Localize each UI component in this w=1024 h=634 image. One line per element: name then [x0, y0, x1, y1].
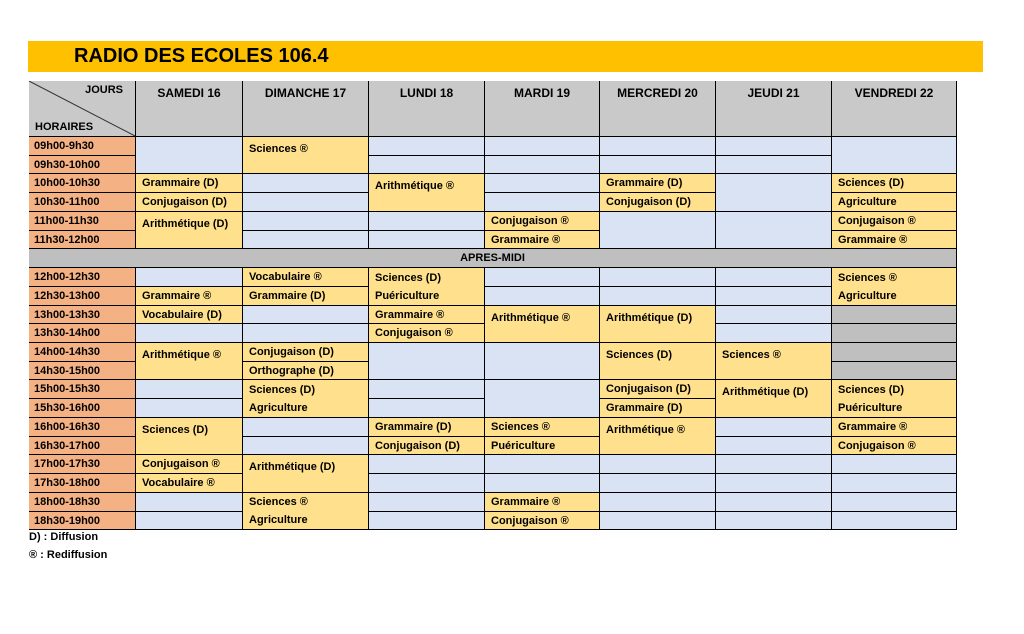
program-cell: [136, 212, 243, 249]
program-label: Sciences (D): [142, 424, 209, 436]
empty-cell: [600, 268, 716, 287]
program-cell: [243, 268, 369, 287]
program-lines: [606, 421, 685, 439]
program-lines: [491, 512, 569, 530]
empty-cell: [716, 287, 832, 306]
program-lines: [491, 437, 555, 455]
program-lines: [838, 231, 907, 249]
empty-cell: [485, 287, 600, 306]
time-slot: 12h00-12h30: [29, 268, 136, 287]
empty-cell: [369, 455, 485, 474]
empty-cell: [136, 137, 243, 174]
empty-cell: [369, 493, 485, 512]
empty-cell: [832, 455, 957, 474]
program-lines: [142, 346, 221, 364]
program-label: Puériculture: [491, 439, 556, 452]
program-label: Agriculture: [249, 514, 308, 526]
program-label: Conjugaison (D): [142, 196, 227, 208]
program-label: Grammaire (D): [606, 177, 683, 189]
program-label: Conjugaison (D): [606, 196, 691, 208]
program-lines: [375, 269, 441, 305]
time-slot: 14h00-14h30: [29, 343, 136, 362]
unavailable-cell: [832, 343, 957, 362]
program-cell: [136, 455, 243, 474]
empty-cell: [716, 324, 832, 343]
program-cell: [600, 174, 716, 193]
program-lines: [606, 380, 691, 398]
program-label: Sciences ®: [838, 271, 897, 284]
day-header: MARDI 19: [485, 81, 600, 137]
program-lines: [249, 381, 315, 417]
empty-cell: [243, 193, 369, 212]
program-cell: [485, 437, 600, 455]
program-cell: [369, 418, 485, 437]
program-cell: [243, 362, 369, 380]
empty-cell: [600, 212, 716, 249]
program-cell: [243, 137, 369, 174]
program-label: Orthographe (D): [249, 364, 334, 377]
empty-cell: [369, 343, 485, 380]
empty-cell: [716, 156, 832, 174]
program-cell: [832, 418, 957, 437]
time-slot: 16h00-16h30: [29, 418, 136, 437]
program-cell: [485, 493, 600, 512]
program-label: Arithmétique ®: [491, 312, 570, 324]
program-label: Grammaire ®: [491, 496, 561, 508]
program-label: Grammaire ®: [838, 421, 908, 433]
unavailable-cell: [832, 324, 957, 343]
empty-cell: [136, 268, 243, 287]
empty-cell: [485, 455, 600, 474]
program-label: Vocabulaire ®: [249, 271, 322, 283]
program-cell: [485, 306, 600, 343]
empty-cell: [716, 437, 832, 455]
program-label: Arithmétique ®: [375, 180, 454, 192]
empty-cell: [369, 212, 485, 231]
program-cell: [136, 287, 243, 306]
corner-horaires-label: HORAIRES: [35, 121, 94, 133]
program-label: Sciences (D): [606, 349, 673, 361]
program-lines: [838, 212, 916, 230]
program-label: Conjugaison (D): [606, 383, 691, 395]
program-lines: [249, 287, 325, 305]
time-slot: 13h30-14h00: [29, 324, 136, 343]
empty-cell: [716, 268, 832, 287]
time-slot: 16h30-17h00: [29, 437, 136, 455]
empty-cell: [485, 156, 600, 174]
program-lines: [142, 455, 220, 473]
program-label: Sciences (D): [838, 177, 905, 189]
empty-cell: [369, 156, 485, 174]
empty-cell: [716, 455, 832, 474]
unavailable-cell: [832, 306, 957, 324]
empty-cell: [485, 193, 600, 212]
program-label: Grammaire ®: [491, 233, 561, 246]
time-slot: 09h00-9h30: [29, 137, 136, 156]
time-slot: 18h00-18h30: [29, 493, 136, 512]
empty-cell: [485, 343, 600, 380]
program-label: Grammaire (D): [606, 402, 683, 414]
empty-cell: [600, 287, 716, 306]
program-lines: [249, 362, 334, 380]
empty-cell: [369, 380, 485, 399]
time-slot: 12h30-13h00: [29, 287, 136, 306]
empty-cell: [136, 399, 243, 418]
day-header: JEUDI 21: [716, 81, 832, 137]
empty-cell: [369, 474, 485, 493]
program-cell: [600, 380, 716, 399]
empty-cell: [485, 380, 600, 418]
empty-cell: [485, 174, 600, 193]
time-slot: 10h30-11h00: [29, 193, 136, 212]
program-cell: [832, 437, 957, 455]
program-cell: [716, 380, 832, 418]
time-slot: 10h00-10h30: [29, 174, 136, 193]
empty-cell: [485, 474, 600, 493]
empty-cell: [243, 437, 369, 455]
legend-diffusion: D) : Diffusion: [29, 531, 99, 543]
program-label: Vocabulaire (D): [142, 308, 222, 321]
program-label: Agriculture: [838, 196, 897, 208]
title-banner: [28, 41, 983, 72]
program-lines: [838, 437, 916, 455]
program-label: Sciences (D): [249, 383, 316, 396]
empty-cell: [832, 137, 957, 174]
program-lines: [375, 324, 453, 342]
empty-cell: [716, 212, 832, 249]
program-cell: [369, 324, 485, 343]
day-header: LUNDI 18: [369, 81, 485, 137]
program-cell: [369, 437, 485, 455]
program-cell: [243, 343, 369, 362]
program-label: Conjugaison ®: [491, 514, 569, 527]
program-lines: [249, 493, 308, 529]
apres-midi-separator: APRES-MIDI: [29, 249, 957, 268]
program-cell: [832, 212, 957, 231]
program-cell: [136, 174, 243, 193]
program-lines: [491, 231, 560, 249]
unavailable-cell: [832, 362, 957, 380]
legend-rediffusion: ® : Rediffusion: [29, 549, 108, 561]
empty-cell: [369, 137, 485, 156]
program-label: Grammaire ®: [375, 308, 445, 321]
empty-cell: [716, 418, 832, 437]
empty-cell: [716, 512, 832, 530]
program-label: Puériculture: [838, 401, 903, 414]
time-slot: 14h30-15h00: [29, 362, 136, 380]
empty-cell: [136, 493, 243, 512]
time-slot: 15h00-15h30: [29, 380, 136, 399]
program-lines: [249, 140, 308, 158]
program-label: Conjugaison ®: [838, 439, 916, 452]
program-lines: [249, 268, 322, 286]
empty-cell: [716, 137, 832, 156]
empty-cell: [600, 137, 716, 156]
program-cell: [136, 193, 243, 212]
program-lines: [606, 399, 682, 417]
empty-cell: [243, 231, 369, 249]
program-lines: [838, 174, 904, 192]
program-label: Vocabulaire ®: [142, 477, 215, 489]
time-slot: 17h30-18h00: [29, 474, 136, 493]
time-slot: 17h00-17h30: [29, 455, 136, 474]
program-cell: [243, 493, 369, 530]
empty-cell: [369, 231, 485, 249]
program-lines: [142, 474, 215, 492]
program-lines: [606, 346, 672, 364]
program-cell: [485, 512, 600, 530]
program-label: Sciences (D): [838, 383, 905, 396]
program-cell: [243, 380, 369, 418]
empty-cell: [136, 512, 243, 530]
program-lines: [375, 418, 451, 436]
program-lines: [722, 346, 781, 364]
program-cell: [832, 380, 957, 418]
program-label: Arithmétique (D): [249, 461, 336, 473]
program-lines: [722, 383, 808, 401]
empty-cell: [832, 512, 957, 530]
empty-cell: [600, 512, 716, 530]
empty-cell: [243, 174, 369, 193]
empty-cell: [136, 380, 243, 399]
day-header: MERCREDI 20: [600, 81, 716, 137]
program-lines: [838, 418, 907, 436]
program-lines: [249, 343, 334, 361]
program-label: Puériculture: [375, 289, 440, 302]
program-cell: [600, 418, 716, 455]
program-label: Agriculture: [838, 289, 897, 302]
program-cell: [600, 306, 716, 343]
program-lines: [375, 177, 454, 195]
program-label: Sciences ®: [722, 349, 781, 361]
time-slot: 09h30-10h00: [29, 156, 136, 174]
program-label: Sciences (D): [375, 271, 442, 284]
program-label: Arithmétique (D): [722, 386, 809, 398]
empty-cell: [716, 493, 832, 512]
program-cell: [832, 174, 957, 193]
schedule-table: [29, 81, 957, 528]
program-cell: [832, 231, 957, 249]
empty-cell: [485, 137, 600, 156]
empty-cell: [600, 156, 716, 174]
program-cell: [136, 418, 243, 455]
empty-cell: [369, 512, 485, 530]
program-lines: [142, 215, 228, 233]
program-lines: [142, 421, 208, 439]
empty-cell: [716, 474, 832, 493]
program-lines: [838, 193, 897, 211]
program-label: Grammaire (D): [375, 421, 452, 433]
day-header: DIMANCHE 17: [243, 81, 369, 137]
time-slot: 13h00-13h30: [29, 306, 136, 324]
program-lines: [375, 437, 460, 455]
program-label: Agriculture: [249, 401, 308, 414]
program-cell: [369, 268, 485, 306]
program-cell: [832, 268, 957, 306]
program-label: Sciences ®: [249, 143, 308, 155]
empty-cell: [243, 418, 369, 437]
program-label: Grammaire (D): [142, 177, 219, 189]
time-slot: 11h00-11h30: [29, 212, 136, 231]
empty-cell: [832, 474, 957, 493]
program-lines: [249, 458, 335, 476]
program-label: Grammaire ®: [838, 233, 908, 246]
program-label: Sciences ®: [249, 496, 308, 508]
time-slot: 15h30-16h00: [29, 399, 136, 418]
empty-cell: [485, 268, 600, 287]
page-title: RADIO DES ECOLES 106.4: [74, 45, 329, 67]
program-label: Grammaire (D): [249, 290, 326, 302]
empty-cell: [136, 324, 243, 343]
program-lines: [606, 174, 682, 192]
empty-cell: [600, 474, 716, 493]
empty-cell: [600, 455, 716, 474]
program-label: Arithmétique (D): [142, 218, 229, 230]
empty-cell: [243, 306, 369, 324]
empty-cell: [832, 493, 957, 512]
program-cell: [136, 474, 243, 493]
program-cell: [485, 418, 600, 437]
program-cell: [136, 306, 243, 324]
program-lines: [142, 193, 227, 211]
program-cell: [600, 399, 716, 418]
program-cell: [243, 455, 369, 493]
day-header: SAMEDI 16: [136, 81, 243, 137]
program-label: Arithmétique ®: [606, 424, 685, 436]
corner-jours-label: JOURS: [85, 84, 123, 96]
program-cell: [832, 193, 957, 212]
program-label: Conjugaison ®: [491, 215, 569, 227]
program-label: Arithmétique ®: [142, 349, 221, 361]
program-label: Sciences ®: [491, 421, 550, 433]
time-slot: 11h30-12h00: [29, 231, 136, 249]
program-label: Conjugaison (D): [249, 346, 334, 358]
program-label: Grammaire ®: [142, 290, 212, 302]
program-lines: [606, 193, 691, 211]
program-cell: [136, 343, 243, 380]
program-cell: [369, 174, 485, 212]
program-lines: [491, 212, 569, 230]
program-lines: [491, 309, 570, 327]
program-cell: [600, 343, 716, 380]
empty-cell: [716, 306, 832, 324]
empty-cell: [243, 324, 369, 343]
program-lines: [838, 381, 904, 417]
empty-cell: [600, 493, 716, 512]
empty-cell: [716, 174, 832, 212]
program-lines: [142, 306, 222, 324]
program-label: Conjugaison ®: [838, 215, 916, 227]
empty-cell: [243, 212, 369, 231]
program-lines: [491, 418, 550, 436]
day-header: VENDREDI 22: [832, 81, 957, 137]
empty-cell: [369, 399, 485, 418]
program-label: Conjugaison ®: [142, 458, 220, 470]
program-cell: [716, 343, 832, 380]
program-cell: [485, 212, 600, 231]
program-lines: [142, 287, 211, 305]
program-lines: [838, 269, 897, 305]
program-cell: [243, 287, 369, 306]
program-label: Arithmétique (D): [606, 312, 693, 324]
corner-cell: [29, 81, 136, 137]
program-cell: [485, 231, 600, 249]
program-cell: [369, 306, 485, 324]
program-lines: [491, 493, 560, 511]
program-lines: [375, 306, 444, 324]
time-slot: 18h30-19h00: [29, 512, 136, 530]
program-lines: [606, 309, 692, 327]
program-label: Conjugaison ®: [375, 327, 453, 339]
program-cell: [600, 193, 716, 212]
program-label: Conjugaison (D): [375, 439, 460, 452]
program-lines: [142, 174, 218, 192]
